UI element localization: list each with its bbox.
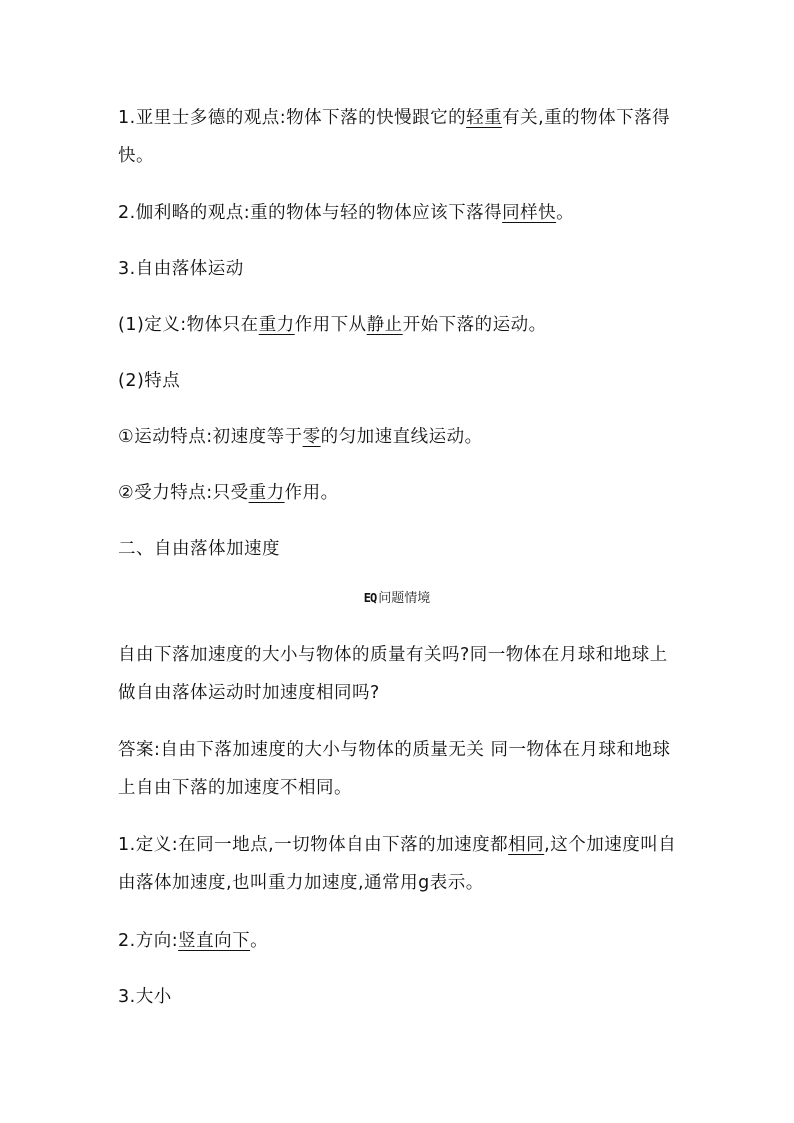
text: 有关,重的物体下落得快。 [118, 108, 671, 166]
heading-features [118, 362, 678, 400]
text: (1)定义:物体只在 [118, 315, 259, 335]
text: 2.方向: [118, 931, 179, 951]
underlined-answer: 同样快 [502, 203, 557, 223]
underlined-answer: 重力 [258, 315, 295, 335]
problem-scenario-title [0, 588, 794, 609]
paragraph-direction [118, 922, 678, 960]
text: 1.定义:在同一地点,一切物体自由下落的加速度都 [118, 835, 509, 855]
text: 作用下从 [294, 315, 367, 335]
text: 3.大小 [118, 987, 172, 1007]
underlined-answer: 静止 [366, 315, 403, 335]
text: ,这个加速度叫自由落体加速度,也叫重力加速度,通常用g表示。 [118, 835, 677, 893]
underlined-answer: 轻重 [466, 108, 503, 128]
text: 作用。 [284, 483, 339, 503]
text: ②受力特点:只受 [118, 483, 249, 503]
underlined-answer: 重力 [248, 483, 285, 503]
answer-text: 答案:自由下落加速度的大小与物体的质量无关 同一物体在月球和地球上自由下落的加速度不相同。 [118, 740, 671, 798]
eq-logo-icon: EQ [363, 591, 377, 605]
paragraph-force-feature [118, 474, 678, 512]
text: 的匀加速直线运动。 [320, 427, 483, 447]
section-title-label: 问题情境 [378, 591, 431, 606]
underlined-answer: 零 [302, 427, 321, 447]
question-text: 自由下落加速度的大小与物体的质量有关吗?同一物体在月球和地球上做自由落体运动时加速度相同吗? [118, 645, 668, 703]
underlined-answer: 竖直向下 [178, 931, 251, 951]
text: 3.自由落体运动 [118, 259, 244, 279]
paragraph-galileo [118, 194, 678, 232]
text: (2)特点 [118, 371, 181, 391]
text: 开始下落的运动。 [402, 315, 547, 335]
text: ①运动特点:初速度等于 [118, 427, 303, 447]
paragraph-definition [118, 306, 678, 344]
text: 。 [556, 203, 575, 223]
section-heading [118, 530, 678, 568]
heading-free-fall [118, 250, 678, 288]
paragraph-accel-definition [118, 826, 678, 902]
paragraph-aristotle [118, 99, 678, 175]
text: 。 [250, 931, 269, 951]
answer-paragraph [118, 731, 678, 807]
heading-magnitude [118, 978, 678, 1016]
text: 2.伽利略的观点:重的物体与轻的物体应该下落得 [118, 203, 503, 223]
text: 1.亚里士多德的观点:物体下落的快慢跟它的 [118, 108, 467, 128]
paragraph-motion-feature [118, 418, 678, 456]
question-paragraph [118, 636, 678, 712]
underlined-answer: 相同 [508, 835, 545, 855]
text: 二、自由落体加速度 [118, 539, 280, 559]
